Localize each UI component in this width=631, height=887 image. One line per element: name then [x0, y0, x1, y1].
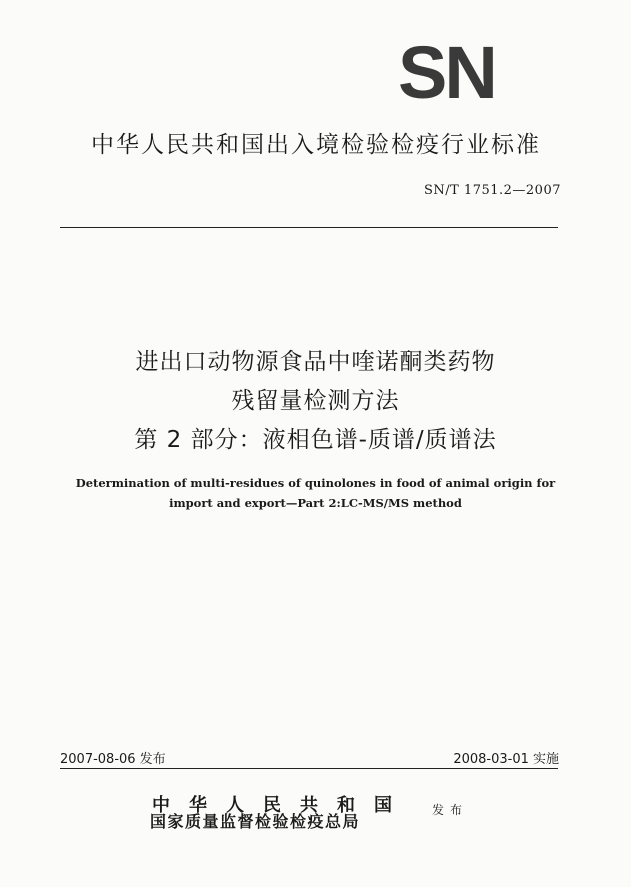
sn-logo-text: SN	[398, 42, 495, 100]
title-en-line-2: import and export—Part 2:LC-MS/MS method	[169, 496, 462, 510]
title-cn-line-2: 残留量检测方法	[231, 388, 400, 414]
standard-code: SN/T 1751.2—2007	[423, 183, 561, 198]
title-cn-line-3: 第 2 部分：液相色谱-质谱/质谱法	[134, 427, 497, 453]
issue-date: 2007-08-06 发布	[60, 752, 166, 767]
title-en-line-1: Determination of multi-residues of quinolones in food of animal origin for	[75, 476, 556, 490]
bottom-divider	[60, 768, 558, 769]
sn-logo	[398, 42, 528, 100]
implementation-date: 2008-03-01 实施	[453, 752, 559, 767]
organization-title: 中华人民共和国出入境检验检疫行业标准	[91, 132, 541, 158]
issuer-country: 中华人民共和国	[152, 795, 411, 816]
title-cn-line-1: 进出口动物源食品中喹诺酮类药物	[135, 349, 496, 375]
issuer-agency: 国家质量监督检验检疫总局	[150, 812, 361, 831]
publish-label: 发布	[432, 803, 469, 817]
top-divider	[60, 227, 558, 228]
